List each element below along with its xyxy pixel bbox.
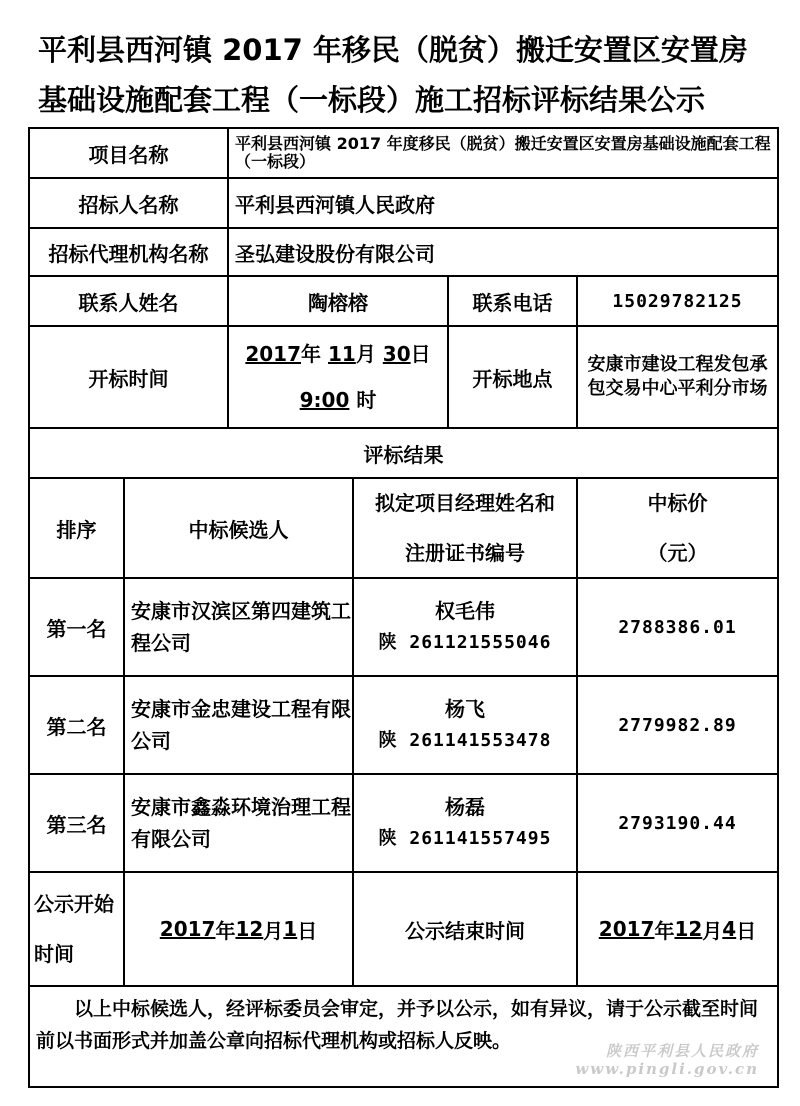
tenderer-value: 平利县西河镇人民政府 bbox=[229, 179, 779, 229]
price-1: 2788386.01 bbox=[578, 579, 779, 677]
open-place-value: 安康市建设工程发包承包交易中心平利分市场 bbox=[578, 327, 779, 429]
rank-2: 第二名 bbox=[30, 677, 125, 775]
start-month: 12 bbox=[235, 917, 264, 941]
agency-label: 招标代理机构名称 bbox=[30, 229, 229, 277]
document-title-line2: 基础设施配套工程（一标段）施工招标评标结果公示 bbox=[38, 83, 706, 117]
tenderer-label: 招标人名称 bbox=[30, 179, 229, 229]
phone-value: 15029782125 bbox=[578, 277, 779, 327]
manager-1 bbox=[354, 579, 578, 677]
end-day-unit: 日 bbox=[736, 918, 757, 943]
rank-1: 第一名 bbox=[30, 579, 125, 677]
price-2: 2779982.89 bbox=[578, 677, 779, 775]
manager-header-line1: 拟定项目经理姓名和 bbox=[375, 491, 555, 515]
start-day-unit: 日 bbox=[297, 918, 318, 943]
manager-header bbox=[354, 479, 578, 579]
rank-3: 第三名 bbox=[30, 775, 125, 873]
phone-label: 联系电话 bbox=[449, 277, 578, 327]
manager-2-name: 杨飞 bbox=[445, 697, 485, 721]
watermark-line2: www.pingli.gov.cn bbox=[575, 1060, 759, 1078]
candidate-header: 中标候选人 bbox=[125, 479, 354, 579]
open-clock-value: 9:00 bbox=[299, 388, 350, 412]
candidate-1: 安康市汉滨区第四建筑工程公司 bbox=[125, 579, 354, 677]
manager-2 bbox=[354, 677, 578, 775]
price-header-line1: 中标价 bbox=[647, 491, 708, 515]
open-year: 2017 bbox=[245, 342, 302, 366]
manager-1-cert: 陕 261121555046 bbox=[378, 632, 552, 653]
candidate-3: 安康市鑫淼环境治理工程有限公司 bbox=[125, 775, 354, 873]
candidate-2: 安康市金忠建设工程有限公司 bbox=[125, 677, 354, 775]
contact-value: 陶榕榕 bbox=[229, 277, 449, 327]
open-day-unit: 日 bbox=[410, 342, 431, 366]
open-clock-unit: 时 bbox=[356, 388, 377, 412]
manager-header-line2: 注册证书编号 bbox=[405, 541, 525, 565]
publicity-start-value bbox=[125, 873, 354, 987]
rank-header: 排序 bbox=[30, 479, 125, 579]
result-table bbox=[28, 127, 779, 1088]
open-clock bbox=[300, 377, 377, 423]
open-time-value bbox=[229, 327, 449, 429]
price-header bbox=[578, 479, 779, 579]
project-name-value: 平利县西河镇 2017 年度移民（脱贫）搬迁安置区安置房基础设施配套工程（一标段） bbox=[229, 129, 779, 179]
manager-3-name: 杨磊 bbox=[445, 795, 485, 819]
end-day: 4 bbox=[722, 917, 737, 941]
open-month: 11 bbox=[327, 342, 356, 366]
open-month-unit: 月 bbox=[355, 342, 376, 366]
price-3: 2793190.44 bbox=[578, 775, 779, 873]
manager-3 bbox=[354, 775, 578, 873]
end-year: 2017 bbox=[598, 917, 655, 941]
open-place-label: 开标地点 bbox=[449, 327, 578, 429]
open-day: 30 bbox=[382, 342, 411, 366]
note-cell bbox=[30, 987, 779, 1088]
start-year: 2017 bbox=[159, 917, 216, 941]
start-year-unit: 年 bbox=[215, 918, 236, 943]
objection-note: 以上中标候选人，经评标委员会审定，并予以公示，如有异议，请于公示截至时间前以书面形式并加盖公章向招标代理机构或招标人反映。 bbox=[36, 998, 759, 1052]
price-header-line2: （元） bbox=[647, 541, 708, 565]
watermark-line1: 陕西平利县人民政府 bbox=[605, 1042, 759, 1060]
project-name-label: 项目名称 bbox=[30, 129, 229, 179]
evaluation-result-heading: 评标结果 bbox=[30, 429, 779, 479]
manager-2-cert: 陕 261141553478 bbox=[378, 730, 552, 751]
publicity-end-label: 公示结束时间 bbox=[354, 873, 578, 987]
open-time-label: 开标时间 bbox=[30, 327, 229, 429]
start-month-unit: 月 bbox=[263, 918, 284, 943]
publicity-end-value bbox=[578, 873, 779, 987]
contact-label: 联系人姓名 bbox=[30, 277, 229, 327]
manager-3-cert: 陕 261141557495 bbox=[378, 828, 552, 849]
end-year-unit: 年 bbox=[654, 918, 675, 943]
end-month-unit: 月 bbox=[702, 918, 723, 943]
manager-1-name: 权毛伟 bbox=[435, 599, 495, 623]
open-date bbox=[245, 331, 430, 377]
start-day: 1 bbox=[283, 917, 298, 941]
watermark bbox=[575, 1042, 759, 1078]
document-title-line1: 平利县西河镇 2017 年移民（脱贫）搬迁安置区安置房 bbox=[38, 33, 748, 67]
end-month: 12 bbox=[674, 917, 703, 941]
open-year-unit: 年 bbox=[301, 342, 322, 366]
agency-value: 圣弘建设股份有限公司 bbox=[229, 229, 779, 277]
publicity-start-label: 公示开始时间 bbox=[30, 873, 125, 987]
